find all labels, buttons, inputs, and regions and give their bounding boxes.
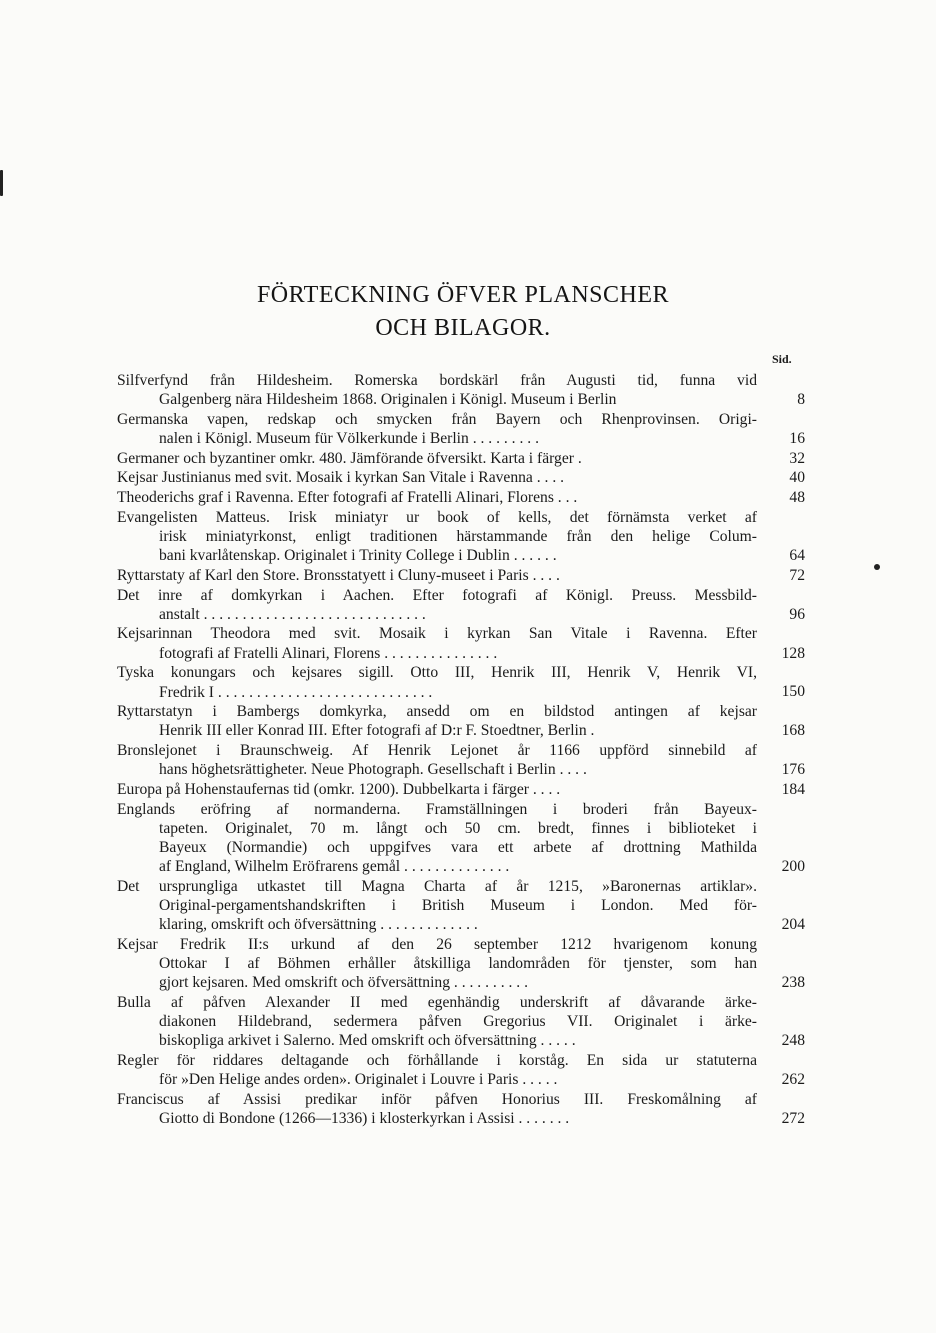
toc-entry (117, 1090, 805, 1128)
toc-entry-text: gjort kejsaren. Med omskrift och öfversättning . . . . . . . . . . (159, 974, 528, 992)
toc-entry (117, 800, 805, 877)
toc-entry-text: tapeten. Originalet, 70 m. långt och 50 cm. bredt, finnes i biblioteket i (159, 819, 757, 837)
toc-entry (117, 877, 805, 935)
toc-entry (117, 566, 805, 585)
toc-entry-text: Fredrik I . . . . . . . . . . . . . . . . . . . . . . . . . . . . (159, 683, 433, 701)
toc-entry-line (117, 644, 805, 663)
toc-entry (117, 371, 805, 409)
toc-entry (117, 741, 805, 779)
toc-page-number: 262 (781, 1071, 805, 1089)
toc-entry-line (117, 663, 805, 682)
toc-entry-text: Bronslejonet i Braunschweig. Af Henrik Lejonet år 1166 uppförd sinnebild af (117, 742, 757, 760)
toc-entry-line (117, 760, 805, 779)
toc-entry-text: för »Den Helige andes orden». Originalet i Louvre i Paris . . . . . (159, 1071, 558, 1089)
toc-page-number: 96 (789, 605, 805, 623)
toc-entry-line (117, 1109, 805, 1128)
toc-entry-line (117, 508, 805, 527)
toc-entry-line (117, 1031, 805, 1050)
toc-entry-text: Germanska vapen, redskap och smycken från Bayern och Rhenprovinsen. Origi- (117, 410, 757, 428)
toc-entry-line (117, 410, 805, 429)
toc-entry-text: Theoderichs graf i Ravenna. Efter fotografi af Fratelli Alinari, Florens . . . (117, 489, 578, 507)
toc-page-number: 48 (789, 489, 805, 507)
toc-page-number: 16 (789, 430, 805, 448)
toc-entry-text: Det ursprungliga utkastet till Magna Charta af år 1215, »Baronernas artiklar». (117, 877, 757, 895)
toc-entry-text: Ryttarstatyn i Bambergs domkyrka, ansedd om en bildstod antingen af kejsar (117, 703, 757, 721)
toc-entry-line (117, 566, 805, 585)
toc-page-number: 248 (781, 1032, 805, 1050)
toc-page-number: 8 (797, 391, 805, 409)
toc-entry-text: Kejsar Fredrik II:s urkund af den 26 september 1212 hvarigenom konung (117, 935, 757, 953)
toc-page-number: 128 (781, 644, 805, 662)
toc-page-number: 64 (789, 547, 805, 565)
toc-entry-text: Henrik III eller Konrad III. Efter fotografi af D:r F. Stoedtner, Berlin . (159, 722, 595, 740)
toc-entry (117, 468, 805, 487)
toc-entry-text: Europa på Hohenstaufernas tid (omkr. 1200). Dubbelkarta i färger . . . . (117, 780, 561, 798)
toc-entry (117, 624, 805, 662)
toc-entry-line (117, 800, 805, 819)
toc-page-number: 150 (781, 683, 805, 701)
toc-entry-text: Giotto di Bondone (1266—1336) i klosterkyrkan i Assisi . . . . . . . (159, 1110, 570, 1128)
toc-entry-line (117, 877, 805, 896)
toc-entry-line (117, 371, 805, 390)
toc-entry-text: Bayeux (Normandie) och uppgifves vara ett arbete af drottning Mathilda (159, 839, 757, 856)
table-of-contents (117, 371, 805, 1128)
toc-entry-text: Evangelisten Matteus. Irisk miniatyr ur book of kells, det förnämsta verket af (117, 508, 757, 526)
toc-entry (117, 1051, 805, 1089)
toc-page-number: 32 (789, 449, 805, 467)
toc-entry (117, 508, 805, 566)
toc-entry-line (117, 915, 805, 934)
toc-entry-line (117, 857, 805, 876)
toc-entry-line (117, 390, 805, 409)
toc-entry (117, 449, 805, 468)
toc-page-number: 200 (781, 858, 805, 876)
toc-entry-line (117, 896, 805, 915)
toc-entry-text: Regler för riddares deltagande och förhållande i korståg. En sida ur statuterna (117, 1052, 757, 1070)
toc-entry-line (117, 1070, 805, 1089)
margin-mark (874, 564, 880, 570)
toc-entry-line (117, 449, 805, 468)
toc-entry-line (117, 741, 805, 760)
toc-entry-text: klaring, omskrift och öfversättning . . . . . . . . . . . . . (159, 916, 478, 934)
toc-entry (117, 993, 805, 1051)
toc-entry (117, 410, 805, 448)
page-title-line-2: OCH BILAGOR. (375, 315, 551, 341)
toc-entry-line (117, 488, 805, 507)
toc-page-number: 40 (789, 469, 805, 487)
margin-mark (0, 170, 3, 196)
toc-entry-text: af England, Wilhelm Eröfrarens gemål . . . . . . . . . . . . . . (159, 858, 510, 876)
toc-page-number: 184 (781, 780, 805, 798)
toc-entry-line (117, 993, 805, 1012)
toc-entry-line (117, 468, 805, 487)
toc-entry-text: diakonen Hildebrand, sedermera påfven Gregorius VII. Originalet i ärke- (159, 1013, 757, 1031)
toc-entry-text: Bulla af påfven Alexander II med egenhändig underskrift af dåvarande ärke- (117, 994, 757, 1011)
toc-entry-line (117, 546, 805, 565)
toc-entry (117, 935, 805, 993)
toc-entry-text: Silfverfynd från Hildesheim. Romerska bordskärl från Augusti tid, funna vid (117, 372, 757, 389)
toc-entry-line (117, 780, 805, 799)
page-title-line-1: FÖRTECKNING ÖFVER PLANSCHER (256, 282, 670, 308)
toc-entry (117, 488, 805, 507)
toc-page-number: 238 (781, 974, 805, 992)
toc-entry-line (117, 1012, 805, 1031)
toc-page-number: 168 (781, 722, 805, 740)
toc-page-number: 72 (789, 566, 805, 584)
toc-page-number: 176 (781, 761, 805, 779)
toc-entry-text: Franciscus af Assisi predikar inför påfven Honorius III. Freskomålning af (117, 1090, 757, 1108)
toc-entry-line (117, 527, 805, 546)
toc-entry-text: nalen i Königl. Museum für Völkerkunde i Berlin . . . . . . . . . (159, 430, 539, 448)
toc-entry-line (117, 935, 805, 954)
page-column-label: Sid. (772, 352, 792, 366)
toc-entry-text: bani kvarlåtenskap. Originalet i Trinity College i Dublin . . . . . . (159, 547, 557, 565)
toc-page-number: 272 (781, 1110, 805, 1128)
toc-entry-line (117, 683, 805, 702)
toc-entry-text: hans höghetsrättigheter. Neue Photograph. Gesellschaft i Berlin . . . . (159, 761, 587, 779)
toc-entry-line (117, 429, 805, 448)
toc-entry-line (117, 624, 805, 643)
toc-entry-line (117, 1090, 805, 1109)
toc-entry-line (117, 586, 805, 605)
toc-entry-text: Kejsar Justinianus med svit. Mosaik i kyrkan San Vitale i Ravenna . . . . (117, 469, 565, 487)
toc-entry-line (117, 973, 805, 992)
toc-entry-line (117, 721, 805, 740)
toc-entry-line (117, 838, 805, 857)
toc-entry-text: Galgenberg nära Hildesheim 1868. Originalen i Königl. Museum i Berlin (159, 391, 617, 409)
toc-entry-text: anstalt . . . . . . . . . . . . . . . . . . . . . . . . . . . . . (159, 605, 426, 623)
toc-entry (117, 702, 805, 740)
toc-entry-text: fotografi af Fratelli Alinari, Florens . . . . . . . . . . . . . . . (159, 644, 498, 662)
toc-entry-text: Original-pergamentshandskriften i British Museum i London. Med för- (159, 897, 757, 915)
toc-entry-line (117, 702, 805, 721)
toc-entry-line (117, 1051, 805, 1070)
toc-entry-text: Germaner och byzantiner omkr. 480. Jämförande öfversikt. Karta i färger . (117, 449, 582, 467)
toc-entry-text: Ottokar I af Böhmen erhåller åtskilliga landområden för tjenster, som han (159, 955, 757, 973)
toc-entry-text: irisk miniatyrkonst, enligt traditionen härstammande från den helige Colum- (159, 528, 757, 545)
toc-page-number: 204 (781, 916, 805, 934)
toc-entry (117, 586, 805, 624)
toc-entry-text: Kejsarinnan Theodora med svit. Mosaik i kyrkan San Vitale i Ravenna. Efter (117, 625, 757, 643)
toc-entry-text: Det inre af domkyrkan i Aachen. Efter fotografi af Königl. Preuss. Messbild- (117, 586, 757, 604)
toc-entry-line (117, 954, 805, 973)
toc-entry-text: Tyska konungars och kejsares sigill. Otto III, Henrik III, Henrik V, Henrik VI, (117, 664, 757, 682)
toc-entry-line (117, 819, 805, 838)
toc-entry (117, 780, 805, 799)
toc-entry (117, 663, 805, 701)
toc-entry-line (117, 605, 805, 624)
toc-entry-text: biskopliga arkivet i Salerno. Med omskrift och öfversättning . . . . . (159, 1032, 576, 1050)
toc-entry-text: Ryttarstaty af Karl den Store. Bronsstatyett i Cluny-museet i Paris . . . . (117, 566, 560, 584)
toc-entry-text: Englands eröfring af normanderna. Framställningen i broderi från Bayeux- (117, 800, 757, 818)
